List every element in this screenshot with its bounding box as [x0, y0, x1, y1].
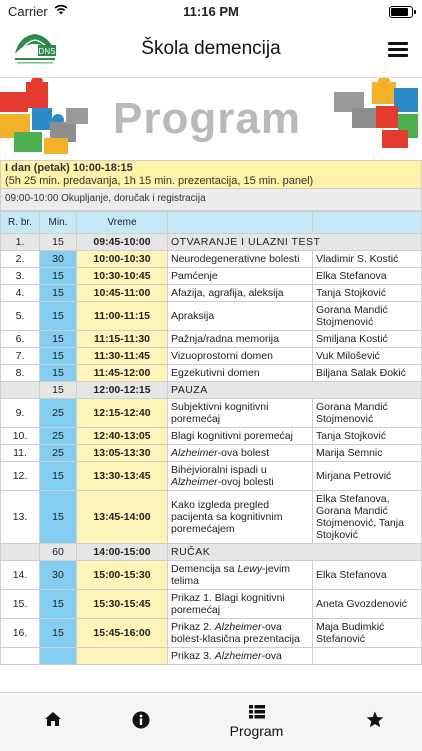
row-time: 10:45-11:00	[77, 285, 168, 302]
tab-program-label: Program	[229, 723, 284, 739]
table-row	[1, 285, 422, 302]
row-topic: Vizuoprostorni domen	[168, 348, 313, 365]
row-topic: Blagi kognitivni poremećaj	[168, 428, 313, 445]
list-icon	[249, 705, 265, 719]
row-lecturer: Gorana Mandić Stojmenović	[313, 302, 422, 331]
row-minutes: 15	[40, 382, 77, 399]
row-time: 10:30-10:45	[77, 268, 168, 285]
row-time: 13:05-13:30	[77, 445, 168, 462]
content-area[interactable]	[0, 78, 422, 692]
row-topic: Subjektivni kognitivni poremećaj	[168, 399, 313, 428]
table-row	[1, 268, 422, 285]
row-number	[1, 382, 40, 399]
row-minutes: 15	[40, 348, 77, 365]
day-title: I dan (petak) 10:00-18:15	[5, 162, 133, 174]
nav-header	[0, 22, 422, 78]
table-row	[1, 619, 422, 648]
row-lecturer: Vuk Milošević	[313, 348, 422, 365]
row-minutes: 25	[40, 445, 77, 462]
row-topic: PAUZA	[168, 382, 422, 399]
row-minutes: 15	[40, 268, 77, 285]
row-minutes	[40, 648, 77, 665]
row-time: 15:45-16:00	[77, 619, 168, 648]
day-header	[0, 160, 422, 189]
row-time: 11:15-11:30	[77, 331, 168, 348]
row-topic: Egzekutivni domen	[168, 365, 313, 382]
table-row	[1, 348, 422, 365]
arrival-row: 09:00-10:00 Okupljanje, doručak i registracija	[0, 189, 422, 211]
row-number: 8.	[1, 365, 40, 382]
table-row	[1, 302, 422, 331]
table-row	[1, 445, 422, 462]
row-lecturer: Gorana Mandić Stojmenović	[313, 399, 422, 428]
row-number: 13.	[1, 491, 40, 544]
row-topic: Alzheimer-ova bolest	[168, 445, 313, 462]
row-topic: Demencija sa Lewy-jevim telima	[168, 561, 313, 590]
table-row	[1, 590, 422, 619]
row-topic: Apraksija	[168, 302, 313, 331]
tab-bar	[0, 692, 422, 751]
row-minutes: 15	[40, 365, 77, 382]
program-banner	[0, 78, 422, 160]
tab-info[interactable]	[88, 693, 193, 751]
row-time: 13:45-14:00	[77, 491, 168, 544]
table-row	[1, 331, 422, 348]
table-row	[1, 399, 422, 428]
row-minutes: 25	[40, 399, 77, 428]
row-topic: RUČAK	[168, 544, 422, 561]
table-header-row	[1, 212, 422, 234]
table-row	[1, 428, 422, 445]
row-topic: Bihejvioralni ispadi u Alzheimer-ovoj bolesti	[168, 462, 313, 491]
row-minutes: 25	[40, 428, 77, 445]
row-number: 9.	[1, 399, 40, 428]
row-topic: Pamćenje	[168, 268, 313, 285]
row-time: 11:30-11:45	[77, 348, 168, 365]
table-row	[1, 462, 422, 491]
row-time: 13:30-13:45	[77, 462, 168, 491]
col-header-num: R. br.	[1, 212, 40, 234]
table-row	[1, 251, 422, 268]
home-icon	[44, 711, 62, 727]
info-icon	[132, 711, 150, 729]
row-number: 15.	[1, 590, 40, 619]
row-topic: Prikaz 3. Alzheimer-ova	[168, 648, 313, 665]
row-number	[1, 648, 40, 665]
row-minutes: 60	[40, 544, 77, 561]
row-minutes: 15	[40, 619, 77, 648]
page-title: Škola demencija	[141, 38, 281, 59]
status-time: 11:16 PM	[183, 4, 239, 19]
row-lecturer: Maja Budimkić Stefanović	[313, 619, 422, 648]
row-time: 11:45-12:00	[77, 365, 168, 382]
row-minutes: 15	[40, 302, 77, 331]
menu-button[interactable]	[388, 42, 408, 56]
row-topic: Prikaz 1. Blagi kognitivni poremećaj	[168, 590, 313, 619]
row-lecturer: Aneta Gvozdenović	[313, 590, 422, 619]
row-number: 2.	[1, 251, 40, 268]
row-lecturer: Biljana Salak Đokić	[313, 365, 422, 382]
row-time: 11:00-11:15	[77, 302, 168, 331]
row-number: 1.	[1, 234, 40, 251]
menu-icon	[388, 42, 408, 45]
row-lecturer: Elka Stefanova, Gorana Mandić Stojmenović, Tanja Stojković	[313, 491, 422, 544]
row-topic: Afazija, agrafija, aleksija	[168, 285, 313, 302]
schedule	[0, 160, 422, 665]
row-lecturer: Tanja Stojković	[313, 428, 422, 445]
row-minutes: 30	[40, 251, 77, 268]
table-row	[1, 365, 422, 382]
row-number: 16.	[1, 619, 40, 648]
row-number: 6.	[1, 331, 40, 348]
row-number: 12.	[1, 462, 40, 491]
row-time: 12:15-12:40	[77, 399, 168, 428]
col-header-lecturer	[313, 212, 422, 234]
row-time: 14:00-15:00	[77, 544, 168, 561]
row-topic: Neurodegenerativne bolesti	[168, 251, 313, 268]
row-time: 12:00-12:15	[77, 382, 168, 399]
banner-title: Program	[113, 94, 301, 143]
row-time: 12:40-13:05	[77, 428, 168, 445]
row-time: 15:00-15:30	[77, 561, 168, 590]
table-row	[1, 234, 422, 251]
row-lecturer: Tanja Stojković	[313, 285, 422, 302]
row-lecturer: Mirjana Petrović	[313, 462, 422, 491]
carrier-label: Carrier	[8, 4, 48, 19]
row-number: 10.	[1, 428, 40, 445]
row-minutes: 15	[40, 285, 77, 302]
row-time: 10:00-10:30	[77, 251, 168, 268]
puzzle-left-icon	[0, 78, 96, 160]
row-topic: Pažnja/radna memorija	[168, 331, 313, 348]
row-lecturer: Elka Stefanova	[313, 268, 422, 285]
row-number: 14.	[1, 561, 40, 590]
row-time	[77, 648, 168, 665]
puzzle-right-icon	[328, 78, 422, 160]
row-number: 5.	[1, 302, 40, 331]
row-minutes: 15	[40, 331, 77, 348]
table-row	[1, 561, 422, 590]
tab-program[interactable]	[204, 693, 309, 751]
row-number	[1, 544, 40, 561]
row-minutes: 15	[40, 590, 77, 619]
row-number: 7.	[1, 348, 40, 365]
row-topic: Prikaz 2. Alzheimer-ova bolest-klasična prezentacija	[168, 619, 313, 648]
row-lecturer: Vladimir S. Kostić	[313, 251, 422, 268]
row-lecturer	[313, 648, 422, 665]
tab-favorites[interactable]	[322, 693, 422, 751]
col-header-min: Min.	[40, 212, 77, 234]
row-minutes: 30	[40, 561, 77, 590]
row-minutes: 15	[40, 491, 77, 544]
logo-text: DNS	[38, 47, 56, 56]
row-topic: OTVARANJE I ULAZNI TEST	[168, 234, 422, 251]
table-row	[1, 491, 422, 544]
row-topic: Kako izgleda pregled pacijenta sa kognitivnim poremećajem	[168, 491, 313, 544]
row-time: 09:45-10:00	[77, 234, 168, 251]
table-row	[1, 544, 422, 561]
day-subtitle: (5h 25 min. predavanja, 1h 15 min. prezentacija, 15 min. panel)	[5, 175, 314, 187]
row-time: 15:30-15:45	[77, 590, 168, 619]
row-minutes: 15	[40, 462, 77, 491]
row-number: 11.	[1, 445, 40, 462]
row-lecturer: Smiljana Kostić	[313, 331, 422, 348]
table-row	[1, 382, 422, 399]
status-bar	[0, 0, 422, 22]
row-lecturer: Marija Semnic	[313, 445, 422, 462]
schedule-table	[0, 211, 422, 665]
table-row	[1, 648, 422, 665]
row-lecturer: Elka Stefanova	[313, 561, 422, 590]
col-header-time: Vreme	[77, 212, 168, 234]
col-header-topic	[168, 212, 313, 234]
row-minutes: 15	[40, 234, 77, 251]
star-icon	[366, 711, 384, 728]
battery-icon	[389, 6, 413, 18]
row-number: 4.	[1, 285, 40, 302]
row-number: 3.	[1, 268, 40, 285]
